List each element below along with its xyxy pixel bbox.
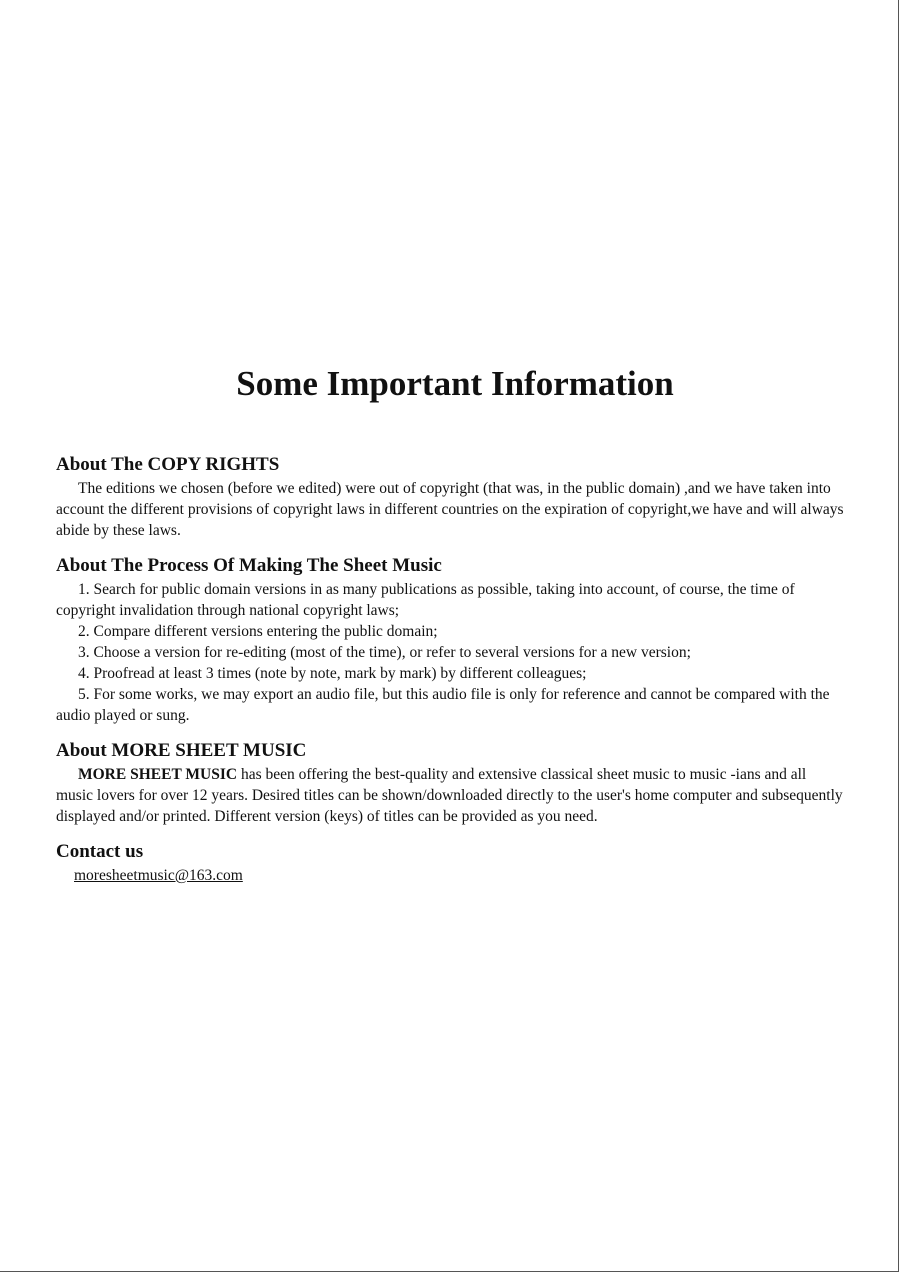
copyright-paragraph: The editions we chosen (before we edited) were out of copyright (that was, in the public domain) ,and we have taken into account the different provisions of copyright laws in different countries on the expiration of copyright,we have and will always abide by these laws. [56, 480, 844, 539]
process-steps-list [56, 579, 846, 726]
process-step-1: 1. Search for public domain versions in as many publications as possible, taking into account, of course, the time of copyright invalidation through national copyright laws; [56, 581, 795, 619]
copyright-section [56, 452, 846, 541]
about-section [56, 738, 846, 827]
process-heading: About The Process Of Making The Sheet Music [56, 555, 442, 576]
process-step-3: 3. Choose a version for re-editing (most of the time), or refer to several versions for a new version; [78, 644, 691, 661]
about-paragraph [56, 764, 846, 827]
about-text: has been offering the best-quality and extensive classical sheet music to music -ians and all music lovers for over 12 years. Desired titles can be shown/downloaded directly to the user's home computer and subsequently displayed and/or printed. Different version (keys) of titles can be provided as you need. [56, 766, 843, 825]
about-heading: About MORE SHEET MUSIC [56, 740, 307, 761]
process-section [56, 553, 846, 726]
process-step-5: 5. For some works, we may export an audio file, but this audio file is only for reference and cannot be compared with the audio played or sung. [56, 686, 830, 724]
brand-name: MORE SHEET MUSIC [78, 766, 238, 783]
contact-heading: Contact us [56, 841, 144, 862]
process-step-2: 2. Compare different versions entering the public domain; [78, 623, 438, 640]
copyright-heading: About The COPY RIGHTS [56, 454, 280, 475]
process-step-4: 4. Proofread at least 3 times (note by note, mark by mark) by different colleagues; [78, 665, 587, 682]
document-content [56, 452, 846, 898]
contact-section [56, 839, 846, 886]
contact-email-link[interactable]: moresheetmusic@163.com [74, 867, 243, 884]
page-title: Some Important Information [236, 364, 674, 403]
